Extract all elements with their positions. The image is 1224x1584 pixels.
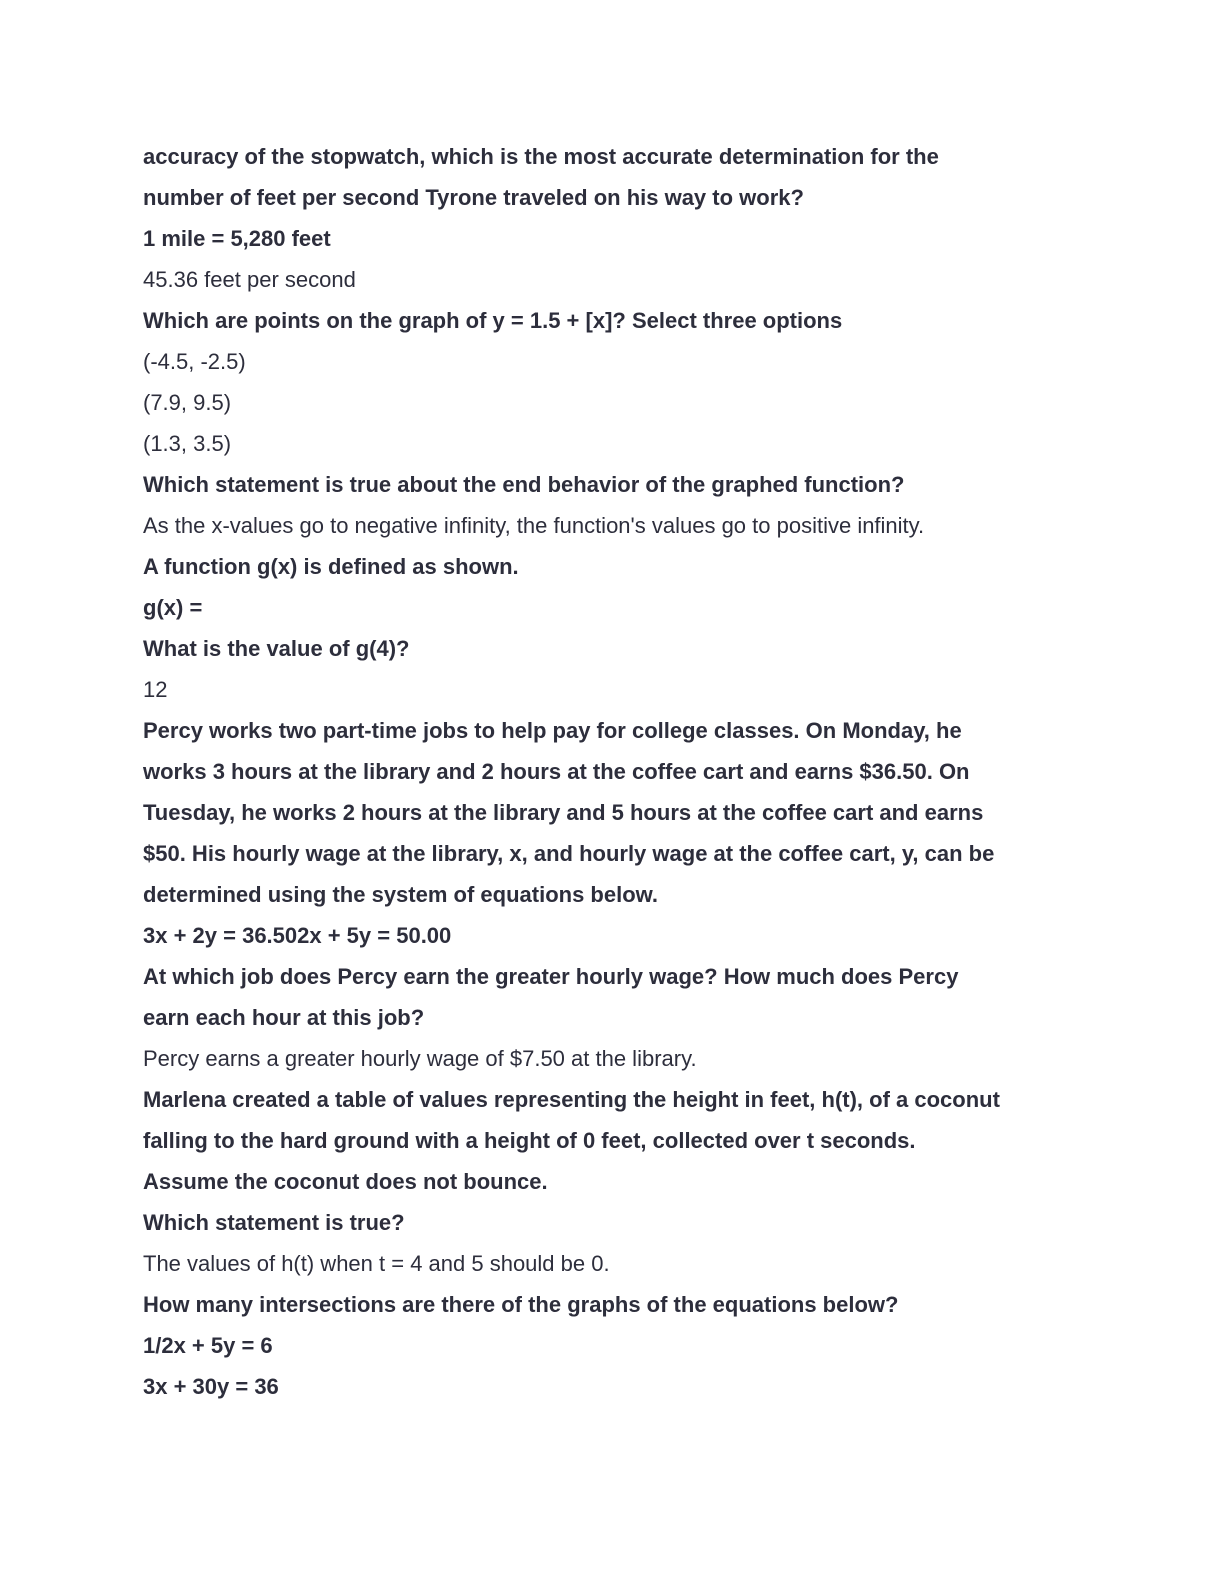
question-text: 1 mile = 5,280 feet [143, 226, 331, 251]
question-text: At which job does Percy earn the greater hourly wage? How much does Percy [143, 964, 959, 989]
answer-text: As the x-values go to negative infinity, the function's values go to positive infinity. [143, 513, 925, 538]
answer-text: (1.3, 3.5) [143, 431, 232, 456]
question-text: falling to the hard ground with a height of 0 feet, collected over t seconds. [143, 1128, 916, 1153]
question-text: works 3 hours at the library and 2 hours at the coffee cart and earns $36.50. On [143, 759, 970, 784]
question-text: What is the value of g(4)? [143, 636, 410, 661]
question-text: determined using the system of equations below. [143, 882, 659, 907]
answer-text: (-4.5, -2.5) [143, 349, 246, 374]
answer-text: The values of h(t) when t = 4 and 5 should be 0. [143, 1251, 610, 1276]
answer-text: (7.9, 9.5) [143, 390, 232, 415]
question-text: 1/2x + 5y = 6 [143, 1333, 273, 1358]
question-text: earn each hour at this job? [143, 1005, 425, 1030]
question-text: 3x + 2y = 36.502x + 5y = 50.00 [143, 923, 452, 948]
question-text: Which statement is true? [143, 1210, 405, 1235]
question-text: Marlena created a table of values representing the height in feet, h(t), of a coconut [143, 1087, 1000, 1112]
question-text: Which are points on the graph of y = 1.5 + [x]? Select three options [143, 308, 843, 333]
question-text: Assume the coconut does not bounce. [143, 1169, 548, 1194]
question-text: g(x) = [143, 595, 203, 620]
question-text: Which statement is true about the end behavior of the graphed function? [143, 472, 905, 497]
question-text: 3x + 30y = 36 [143, 1374, 279, 1399]
answer-text: 45.36 feet per second [143, 267, 356, 292]
question-text: accuracy of the stopwatch, which is the most accurate determination for the [143, 144, 939, 169]
question-text: $50. His hourly wage at the library, x, and hourly wage at the coffee cart, y, can be [143, 841, 995, 866]
question-text: Percy works two part-time jobs to help pay for college classes. On Monday, he [143, 718, 962, 743]
question-text: number of feet per second Tyrone traveled on his way to work? [143, 185, 804, 210]
answer-text: Percy earns a greater hourly wage of $7.50 at the library. [143, 1046, 697, 1071]
document-page [143, 136, 1103, 1407]
answer-text: 12 [143, 677, 168, 702]
question-text: How many intersections are there of the graphs of the equations below? [143, 1292, 899, 1317]
question-text: Tuesday, he works 2 hours at the library and 5 hours at the coffee cart and earns [143, 800, 984, 825]
question-text: A function g(x) is defined as shown. [143, 554, 519, 579]
